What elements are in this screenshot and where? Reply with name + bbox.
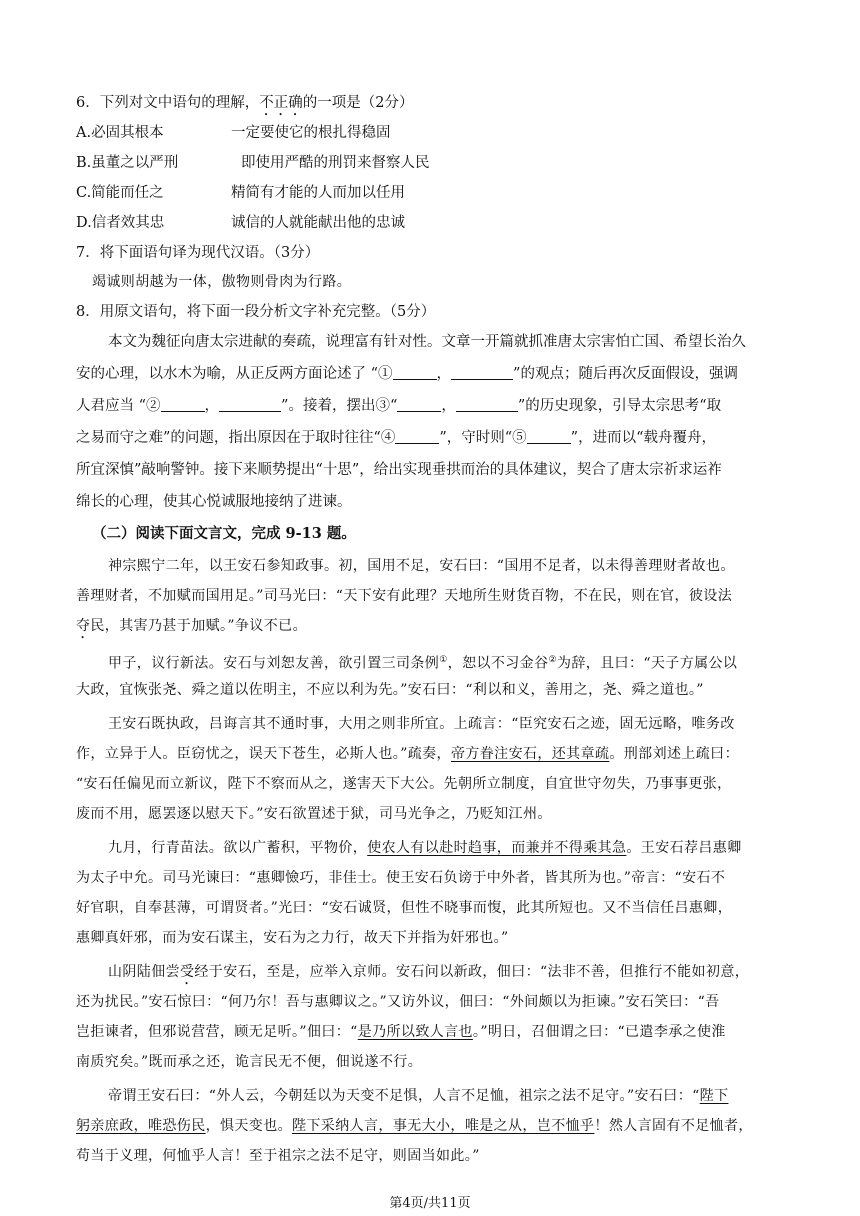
q8-stem: 8．用原文语句，将下面一段分析文字补充完整。（5分） <box>76 304 436 320</box>
passage-line-14: 山阴陆佃尝受经于安石，至是，应举入京师。安石问以新政，佃曰：“法非不善，但推行不能如初意， <box>108 964 750 980</box>
passage-line-4: 甲子，议行新法。安石与刘恕友善，欲引置三司条例①，恕以不习金谷②为辞，且曰：“天子方属公以 <box>108 655 738 672</box>
passage-line-7: 作，立异于人。臣窃忧之，误天下苍生，必斯人也。”疏奏，帝方眷注安石，还其章疏。刑部刘述上疏曰： <box>76 746 739 762</box>
passage-line-3: 夺民，其害乃甚于加赋。”争议不已。 <box>76 618 307 634</box>
passage-line-18: 帝谓王安石曰：“外人云，今朝廷以为天变不足惧，人言不足恤，祖宗之法不足守。”安石曰：“陛下 <box>108 1088 729 1104</box>
passage-line-20: 苟当于义理，何恤乎人言！至于祖宗之法不足守，则固当如此。” <box>76 1148 480 1164</box>
passage-line-12: 好官职，自奉甚薄，可谓贤者。”光曰：“安石诚贤，但性不晓事而愎，此其所短也。又不当信任吕惠卿， <box>76 900 733 916</box>
q8-para-line-1: 本文为魏征向唐太宗进献的奏疏，说理富有针对性。文章一开篇就抓准唐太宗害怕亡国、希望长治久 <box>108 334 746 350</box>
q7-sentence: 竭诚则胡越为一体，傲物则骨肉为行路。 <box>92 274 352 290</box>
q6-stem: 6．下列对文中语句的理解，不正确的一项是（2分） <box>76 95 414 111</box>
q8-para-line-3: 人君应当 “② ， ”。接着，摆出③“ ， ”的历史现象，引导太宗思考“取 <box>76 398 722 414</box>
passage-line-10: 九月，行青苗法。欲以广蓄积，平物价，使农人有以赴时趋事，而兼并不得乘其急。王安石荐吕惠卿 <box>108 840 742 856</box>
passage-line-8: “安石任偏见而立新议，陛下不察而从之，遂害天下大公。先朝所立制度，自宜世守勿失，乃事事更张， <box>76 776 732 792</box>
passage-line-2: 善理财者，不加赋而国用足。”司马光曰：“天下安有此理？天地所生财货百物，不在民，则在官，彼设法 <box>76 588 733 604</box>
passage-line-15: 还为扰民。”安石惊曰：“何乃尔！吾与惠卿议之。”又访外议，佃曰：“外间颇以为拒谏。”安石笑曰：“吾 <box>76 994 720 1010</box>
q6-option-b: B.虽董之以严刑 即使用严酷的刑罚来督察人民 <box>76 155 430 171</box>
q7-stem: 7．将下面语句译为现代汉语。（3分） <box>76 245 320 261</box>
passage-line-1: 神宗熙宁二年，以王安石参知政事。初，国用不足，安石曰：“国用不足者，以未得善理财者故也。 <box>108 558 735 574</box>
q6-option-d: D.信者效其忠 诚信的人就能献出他的忠诚 <box>76 215 405 231</box>
passage-line-16: 岂拒谏者，但邪说营营，顾无足听。”佃曰：“是乃所以致人言也。”明日，召佃谓之曰：“已遣李承之使淮 <box>76 1024 726 1040</box>
q8-para-line-5: 所宜深慎”敲响警钟。接下来顺势提出“十思”，给出实现垂拱而治的具体建议，契合了唐太宗祈求运祚 <box>76 462 722 478</box>
q8-para-line-4: 之易而守之难”的问题，指出原因在于取时往往“④ ”，守时则“⑤ ”，进而以“载舟覆舟， <box>76 430 716 446</box>
q8-para-line-6: 绵长的心理，使其心悦诚服地接纳了进谏。 <box>76 494 352 510</box>
passage-line-5: 大政，宜恢张尧、舜之道以佐明主，不应以利为先。”安石曰：“利以和义，善用之，尧、舜之道也。” <box>76 682 704 698</box>
q6-option-c: C.简能而任之 精简有才能的人而加以任用 <box>76 185 405 201</box>
passage-line-17: 南质究矣。”既而承之还，诡言民无不便，佃说遂不行。 <box>76 1054 423 1070</box>
passage-line-19: 躬亲庶政，唯恐伤民，惧天变也。陛下采纳人言，事无大小，唯是之从，岂不恤乎！然人言固有不足恤者， <box>76 1118 753 1134</box>
page-number: 第4页/共11页 <box>389 1196 471 1211</box>
passage-line-6: 王安石既执政，吕诲言其不通时事，大用之则非所宜。上疏言：“臣究安石之迹，固无远略，唯务改 <box>108 716 735 732</box>
q8-para-line-2: 安的心理，以水木为喻，从正反两方面论述了 “① ， ”的观点；随后再次反面假设，强调 <box>76 366 738 382</box>
passage-line-11: 为太子中允。司马光谏曰：“惠卿憸巧，非佳士。使王安石负谤于中外者，皆其所为也。”帝言：“安石不 <box>76 870 726 886</box>
passage-line-9: 废而不用，愿罢逐以慰天下。”安石欲置述于狱，司马光争之，乃贬知江州。 <box>76 806 552 822</box>
q6-option-a: A.必固其根本 一定要使它的根扎得稳固 <box>76 125 391 141</box>
passage-line-13: 惠卿真奸邪，而为安石谋主，安石为之力行，故天下并指为奸邪也。” <box>76 930 509 946</box>
section-heading: （二）阅读下面文言文，完成 9-13 题。 <box>92 525 356 542</box>
